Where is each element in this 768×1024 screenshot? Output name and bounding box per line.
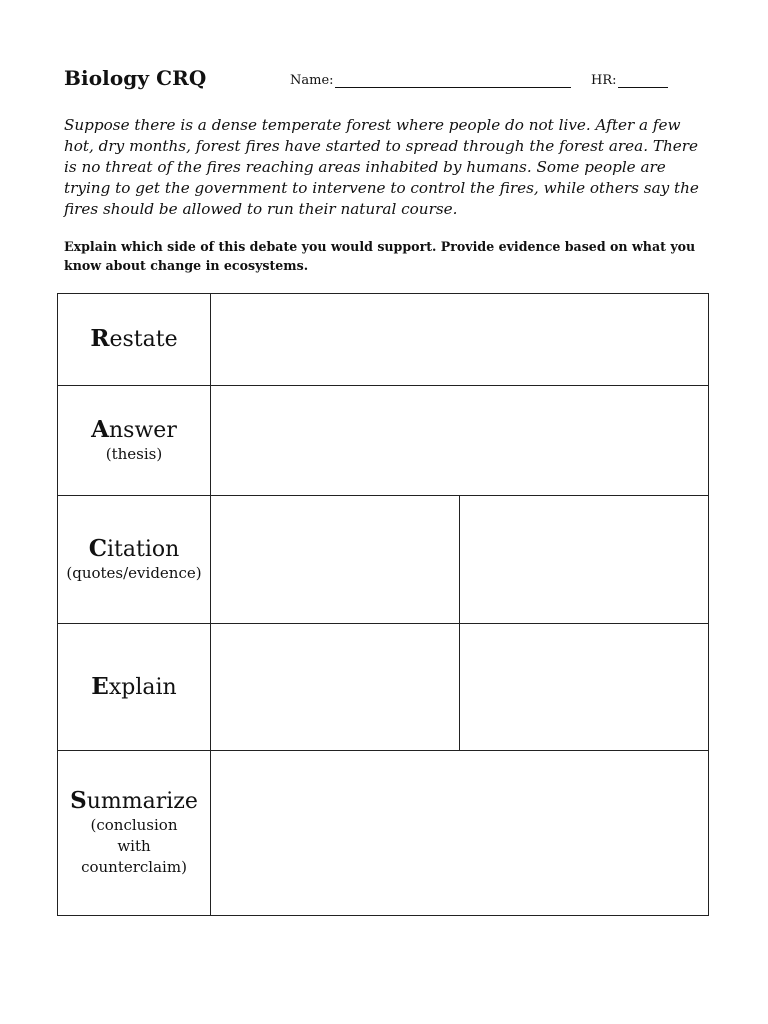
hr-label: HR:	[591, 73, 617, 88]
answer-row	[58, 386, 709, 496]
answer-label-cell	[58, 386, 211, 496]
explain-label-cell	[58, 624, 211, 751]
name-input-line[interactable]	[335, 73, 571, 88]
explain-response-cell-2[interactable]	[460, 624, 709, 751]
citation-response-cell-1[interactable]	[211, 496, 460, 624]
explain-label: Explain	[91, 672, 177, 700]
name-label: Name:	[290, 73, 334, 88]
citation-label-cell	[58, 496, 211, 624]
hr-field[interactable]	[591, 73, 668, 88]
answer-sublabel: (thesis)	[105, 444, 163, 463]
explain-row	[58, 624, 709, 751]
worksheet-title: Biology CRQ	[64, 66, 207, 90]
answer-label: Answer	[91, 415, 177, 443]
summarize-response-cell[interactable]	[211, 751, 709, 916]
citation-row	[58, 496, 709, 624]
summarize-label-cell	[58, 751, 211, 916]
task-instruction: Explain which side of this debate you would support. Provide evidence based on what you know about change in ecosystems.	[64, 239, 696, 273]
restate-label: Restate	[90, 325, 178, 352]
citation-sublabel: (quotes/evidence)	[66, 563, 202, 582]
restate-response-cell[interactable]	[211, 294, 709, 386]
citation-response-cell-2[interactable]	[460, 496, 709, 624]
explain-response-cell-1[interactable]	[211, 624, 460, 751]
restate-label-cell	[58, 294, 211, 386]
restate-row	[58, 294, 709, 386]
summarize-label: Summarize	[70, 787, 198, 814]
scenario-prompt: Suppose there is a dense temperate forest where people do not live. After a few hot, dry months, forest fires have started to spread through the forest area. There is no threat of the fires reaching areas inhabited by humans. Some people are trying to get the government to intervene to control the fires, while others say the fires should be allowed to run their natural course.	[64, 116, 699, 218]
summarize-sublabel: (conclusion with counterclaim)	[81, 816, 187, 876]
hr-input-line[interactable]	[618, 73, 668, 88]
race-response-table	[57, 293, 709, 916]
citation-label: Citation	[88, 534, 180, 562]
summarize-row	[58, 751, 709, 916]
answer-response-cell[interactable]	[211, 386, 709, 496]
name-field[interactable]	[290, 73, 571, 88]
